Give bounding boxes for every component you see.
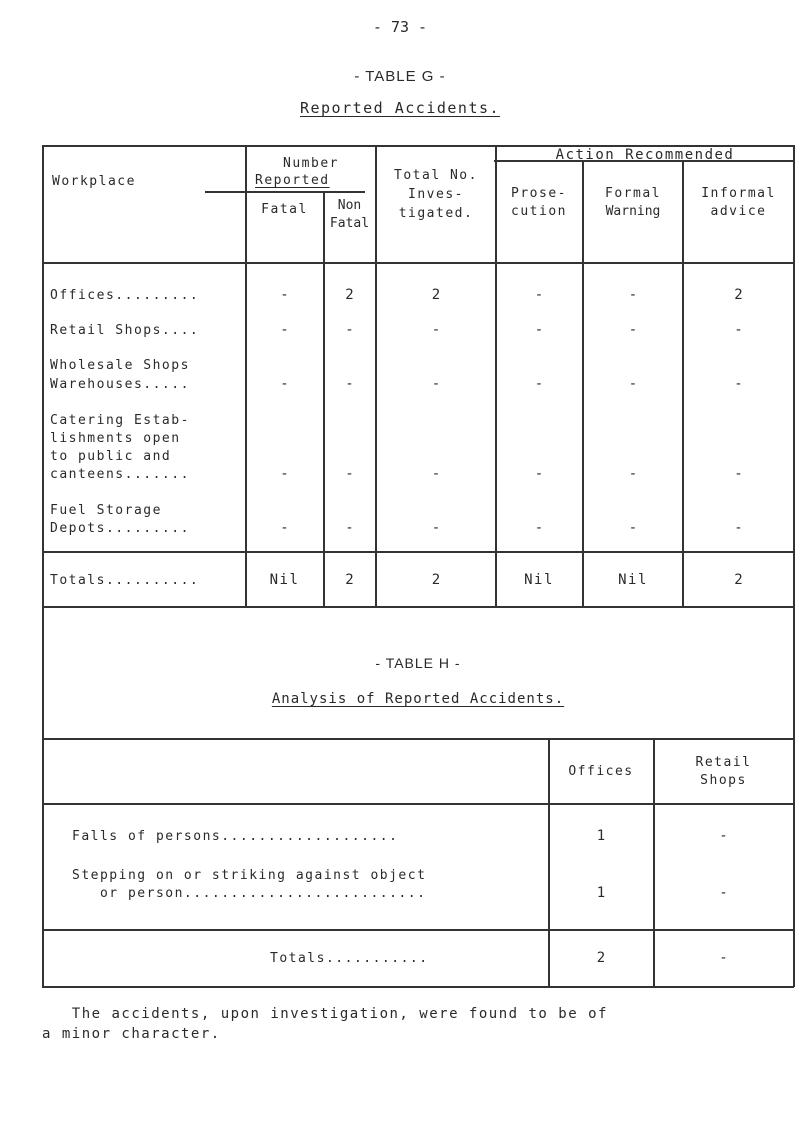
- cell-offices-informal: 2: [734, 287, 743, 303]
- header-informal-1: Informal: [701, 186, 776, 201]
- cell-wholesale-total: -: [431, 376, 441, 392]
- header-formal-1: Formal: [605, 186, 661, 201]
- header-total: Total No.: [394, 168, 478, 183]
- row-label-retail: Retail Shops....: [50, 323, 200, 338]
- cell-offices-nonfatal: 2: [345, 287, 354, 303]
- header-workplace: Workplace: [52, 174, 136, 189]
- cell-catering-fatal: -: [280, 466, 289, 482]
- cell-catering-total: -: [431, 466, 441, 482]
- table-h-row-stepping-1: Stepping on or striking against object: [72, 868, 427, 883]
- table-g-left-border: [42, 145, 44, 607]
- cell-catering-informal: -: [734, 466, 743, 482]
- table-h-header-retail-1: Retail: [695, 755, 752, 770]
- footer-note: [42, 1004, 772, 1044]
- header-informal-2: advice: [710, 204, 767, 219]
- footer-line-1: The accidents, upon investigation, were found to be of: [42, 1006, 608, 1022]
- cell-wholesale-prosecution: -: [534, 376, 544, 392]
- table-h-header-offices: Offices: [568, 764, 634, 779]
- cell-offices-formal: -: [628, 287, 638, 303]
- cell-retail-fatal: -: [280, 322, 289, 338]
- table-h-totals-border: [42, 929, 794, 931]
- page-number: - 73 -: [372, 18, 428, 36]
- cell-fuel-total: -: [431, 520, 441, 536]
- cell-wholesale-informal: -: [734, 376, 743, 392]
- cell-fuel-informal: -: [734, 520, 743, 536]
- totals-total: 2: [431, 572, 441, 588]
- table-h-top-border: [42, 738, 794, 740]
- row-label-fuel-1: Fuel Storage: [50, 503, 162, 518]
- table-h-falls-retail: -: [719, 828, 728, 844]
- row-label-wholesale-1: Wholesale Shops: [50, 358, 190, 373]
- row-label-catering-3: to public and: [50, 449, 172, 464]
- table-h-stepping-retail: -: [719, 885, 728, 901]
- header-number: Number: [283, 156, 339, 171]
- cell-catering-prosecution: -: [534, 466, 544, 482]
- cell-fuel-nonfatal: -: [345, 520, 354, 536]
- header-formal-2: Warning: [605, 204, 661, 219]
- table-h: [42, 607, 794, 987]
- cell-wholesale-nonfatal: -: [345, 376, 354, 392]
- header-prosecution-2: cution: [511, 204, 567, 219]
- footer-line-2: a minor character.: [42, 1026, 221, 1042]
- table-h-bottom-border: [42, 986, 794, 988]
- table-h-falls-offices: 1: [596, 828, 606, 844]
- totals-informal: 2: [734, 572, 743, 588]
- row-label-offices: Offices.........: [50, 288, 200, 303]
- table-h-subtitle: Analysis of Reported Accidents.: [271, 691, 565, 707]
- cell-retail-formal: -: [628, 322, 638, 338]
- header-fatal: Fatal: [261, 202, 308, 217]
- reported-subheader-line: [205, 191, 365, 193]
- row-label-catering-1: Catering Estab-: [50, 413, 190, 428]
- cell-wholesale-fatal: -: [280, 376, 289, 392]
- cell-fuel-prosecution: -: [534, 520, 544, 536]
- cell-catering-nonfatal: -: [345, 466, 354, 482]
- header-reported: Reported: [255, 173, 330, 188]
- cell-retail-informal: -: [734, 322, 743, 338]
- row-label-catering-2: lishments open: [50, 431, 181, 446]
- table-g: [42, 127, 794, 607]
- header-prosecution-1: Prose-: [511, 186, 567, 201]
- header-inves: Inves-: [408, 187, 464, 202]
- row-label-catering-4: canteens.......: [50, 467, 190, 482]
- table-h-header-border: [42, 803, 794, 805]
- table-h-totals-label: Totals...........: [270, 951, 429, 966]
- cell-retail-nonfatal: -: [345, 322, 354, 338]
- cell-catering-formal: -: [628, 466, 638, 482]
- table-h-totals-retail: -: [719, 950, 728, 966]
- totals-label: Totals..........: [50, 573, 200, 588]
- table-h-totals-offices: 2: [596, 950, 606, 966]
- table-h-row-falls: Falls of persons...................: [72, 829, 399, 844]
- cell-offices-total: 2: [431, 287, 441, 303]
- row-label-fuel-2: Depots.........: [50, 521, 190, 536]
- totals-fatal: Nil: [269, 572, 300, 588]
- header-non-fatal: Fatal: [329, 216, 370, 231]
- cell-retail-total: -: [431, 322, 441, 338]
- cell-offices-fatal: -: [280, 287, 289, 303]
- row-label-wholesale-2: Warehouses.....: [50, 377, 190, 392]
- table-g-subtitle: Reported Accidents.: [299, 99, 501, 117]
- col-line-fatal: [323, 191, 325, 607]
- table-g-title: - TABLE G -: [354, 68, 446, 85]
- cell-wholesale-formal: -: [628, 376, 638, 392]
- cell-fuel-fatal: -: [280, 520, 289, 536]
- header-non: Non: [337, 198, 362, 213]
- cell-fuel-formal: -: [628, 520, 638, 536]
- header-tigated: tigated.: [398, 206, 474, 221]
- cell-retail-prosecution: -: [534, 322, 544, 338]
- table-h-stepping-offices: 1: [596, 885, 606, 901]
- table-h-title: - TABLE H -: [375, 655, 461, 671]
- totals-prosecution: Nil: [524, 572, 554, 588]
- totals-nonfatal: 2: [345, 572, 354, 588]
- header-action-recommended: Action Recommended: [555, 147, 735, 163]
- totals-formal: Nil: [618, 572, 648, 588]
- table-h-header-retail-2: Shops: [700, 773, 747, 788]
- cell-offices-prosecution: -: [534, 287, 544, 303]
- table-h-row-stepping-2: or person..........................: [72, 886, 427, 901]
